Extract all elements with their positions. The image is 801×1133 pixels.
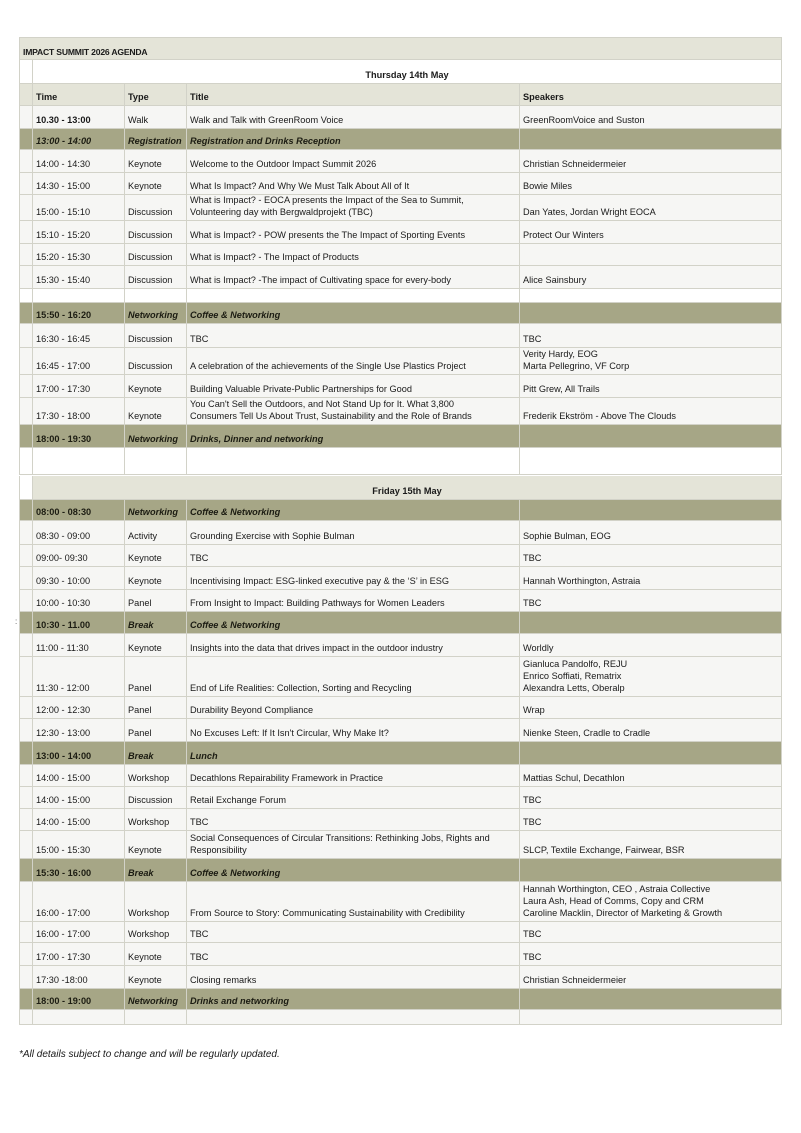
session-time: 15:20 - 15:30 [32, 244, 124, 265]
row-gutter [19, 303, 32, 323]
session-title [186, 289, 519, 302]
day-heading: Thursday 14th May [32, 60, 782, 83]
footnote: *All details subject to change and will be regularly updated. [19, 1049, 280, 1060]
spacer-row [19, 448, 782, 475]
session-speakers: TBC [519, 922, 782, 942]
session-time: 15:00 - 15:30 [32, 831, 124, 858]
session-row [19, 244, 782, 266]
session-title: Insights into the data that drives impact in the outdoor industry [186, 634, 519, 656]
break-row [19, 129, 782, 150]
session-speakers: GreenRoomVoice and Suston [519, 106, 782, 128]
session-speakers: Hannah Worthington, Astraia [519, 567, 782, 589]
session-title: Registration and Drinks Reception [186, 129, 519, 149]
day-heading-row [19, 476, 782, 500]
row-gutter [19, 476, 32, 499]
row-gutter [19, 590, 32, 611]
session-row [19, 590, 782, 612]
session-speakers: TBC [519, 324, 782, 347]
session-speakers: Worldly [519, 634, 782, 656]
session-type: Panel [124, 719, 186, 741]
session-title: Lunch [186, 742, 519, 764]
session-type: Workshop [124, 922, 186, 942]
session-row [19, 765, 782, 787]
session-type: Networking [124, 500, 186, 520]
row-gutter [19, 859, 32, 881]
session-type: Networking [124, 425, 186, 447]
break-row [19, 612, 782, 634]
row-gutter [19, 84, 32, 105]
session-time: 10:00 - 10:30 [32, 590, 124, 611]
empty-cell [124, 448, 186, 474]
session-speakers: Bowie Miles [519, 173, 782, 194]
session-time: 09:00- 09:30 [32, 545, 124, 566]
session-speakers [519, 859, 782, 881]
session-row [19, 831, 782, 859]
session-speakers [519, 500, 782, 520]
column-header-speakers: Speakers [519, 84, 782, 105]
row-gutter [19, 173, 32, 194]
session-row [19, 150, 782, 173]
session-title: TBC [186, 545, 519, 566]
session-time: 12:30 - 13:00 [32, 719, 124, 741]
session-speakers: TBC [519, 943, 782, 965]
row-gutter [19, 348, 32, 374]
session-title: Coffee & Networking [186, 500, 519, 520]
row-gutter [19, 521, 32, 544]
session-speakers: Nienke Steen, Cradle to Cradle [519, 719, 782, 741]
session-row [19, 289, 782, 303]
session-time: 14:00 - 15:00 [32, 787, 124, 808]
session-title: From Source to Story: Communicating Sustainability with Credibility [186, 882, 519, 921]
row-gutter [19, 266, 32, 288]
empty-cell [186, 448, 519, 474]
session-row [19, 221, 782, 244]
session-title: TBC [186, 943, 519, 965]
session-speakers [519, 244, 782, 265]
session-type: Discussion [124, 324, 186, 347]
session-title: Walk and Talk with GreenRoom Voice [186, 106, 519, 128]
session-speakers [519, 742, 782, 764]
session-speakers: Gianluca Pandolfo, REJU Enrico Soffiati, Rematrix Alexandra Letts, Oberalp [519, 657, 782, 696]
row-gutter [19, 289, 32, 302]
session-speakers [519, 289, 782, 302]
session-title: What is Impact? - POW presents the The Impact of Sporting Events [186, 221, 519, 243]
row-gutter [19, 787, 32, 808]
session-time: 15:30 - 15:40 [32, 266, 124, 288]
session-speakers: Sophie Bulman, EOG [519, 521, 782, 544]
session-type: Keynote [124, 831, 186, 858]
row-gutter [19, 719, 32, 741]
session-speakers: Dan Yates, Jordan Wright EOCA [519, 195, 782, 220]
session-title: TBC [186, 324, 519, 347]
session-row [19, 787, 782, 809]
session-title: Drinks and networking [186, 989, 519, 1009]
empty-cell [124, 1010, 186, 1024]
session-row [19, 943, 782, 966]
session-row [19, 697, 782, 719]
session-time: 08:30 - 09:00 [32, 521, 124, 544]
session-speakers: Frederik Ekström - Above The Clouds [519, 398, 782, 424]
row-gutter [19, 922, 32, 942]
session-type: Keynote [124, 567, 186, 589]
column-header-time: Time [32, 84, 124, 105]
session-time: 16:00 - 17:00 [32, 922, 124, 942]
session-time: 14:00 - 15:00 [32, 765, 124, 786]
empty-cell [186, 1010, 519, 1024]
session-row [19, 567, 782, 590]
session-type: Keynote [124, 398, 186, 424]
session-time: 14:00 - 14:30 [32, 150, 124, 172]
empty-row [19, 1010, 782, 1025]
session-time: 14:00 - 15:00 [32, 809, 124, 830]
session-time: 18:00 - 19:30 [32, 425, 124, 447]
row-gutter [19, 398, 32, 424]
row-gutter [19, 943, 32, 965]
column-header-type: Type [124, 84, 186, 105]
session-type: Walk [124, 106, 186, 128]
session-time: 11:30 - 12:00 [32, 657, 124, 696]
row-gutter [19, 195, 32, 220]
day-heading-row [19, 60, 782, 84]
session-speakers: TBC [519, 590, 782, 611]
session-title: What is Impact? -The impact of Cultivating space for every-body [186, 266, 519, 288]
session-type: Workshop [124, 882, 186, 921]
session-title: From Insight to Impact: Building Pathways for Women Leaders [186, 590, 519, 611]
row-gutter [19, 500, 32, 520]
session-type: Break [124, 612, 186, 633]
session-type: Registration [124, 129, 186, 149]
session-type: Panel [124, 657, 186, 696]
empty-cell [519, 448, 782, 474]
session-speakers: Pitt Grew, All Trails [519, 375, 782, 397]
session-speakers: Verity Hardy, EOG Marta Pellegrino, VF Corp [519, 348, 782, 374]
break-row [19, 303, 782, 324]
row-gutter [19, 425, 32, 447]
row-gutter [19, 244, 32, 265]
session-speakers: Protect Our Winters [519, 221, 782, 243]
row-gutter [19, 612, 32, 633]
session-time: 17:00 - 17:30 [32, 375, 124, 397]
session-title: A celebration of the achievements of the Single Use Plastics Project [186, 348, 519, 374]
session-speakers [519, 989, 782, 1009]
row-gutter [19, 882, 32, 921]
session-type: Keynote [124, 634, 186, 656]
agenda-title: IMPACT SUMMIT 2026 AGENDA [19, 37, 782, 60]
agenda-table [19, 37, 782, 1025]
session-type: Activity [124, 521, 186, 544]
session-time: 15:00 - 15:10 [32, 195, 124, 220]
session-type: Keynote [124, 545, 186, 566]
session-time: 18:00 - 19:00 [32, 989, 124, 1009]
session-time: 10:30 - 11.00 [32, 612, 124, 633]
session-time: 10.30 - 13:00 [32, 106, 124, 128]
session-title: No Excuses Left: If It Isn't Circular, Why Make It? [186, 719, 519, 741]
session-speakers [519, 303, 782, 323]
break-row [19, 859, 782, 882]
session-title: What Is Impact? And Why We Must Talk About All of It [186, 173, 519, 194]
session-speakers: Alice Sainsbury [519, 266, 782, 288]
row-gutter [19, 129, 32, 149]
session-time: 08:00 - 08:30 [32, 500, 124, 520]
session-speakers: Mattias Schul, Decathlon [519, 765, 782, 786]
session-type: Panel [124, 590, 186, 611]
session-row [19, 521, 782, 545]
session-title: Closing remarks [186, 966, 519, 988]
row-gutter [19, 545, 32, 566]
session-row [19, 545, 782, 567]
row-gutter [19, 567, 32, 589]
empty-cell [19, 1010, 32, 1024]
session-title: Durability Beyond Compliance [186, 697, 519, 718]
row-gutter [19, 831, 32, 858]
session-type: Discussion [124, 244, 186, 265]
session-type [124, 289, 186, 302]
session-type: Discussion [124, 221, 186, 243]
column-header-title: Title [186, 84, 519, 105]
row-gutter [19, 657, 32, 696]
empty-cell [19, 448, 32, 474]
session-row [19, 106, 782, 129]
session-time: 14:30 - 15:00 [32, 173, 124, 194]
session-title: What is Impact? - EOCA presents the Impact of the Sea to Summit, Volunteering day with Bergwaldprojekt (TBC) [186, 195, 519, 220]
session-time: 15:50 - 16:20 [32, 303, 124, 323]
session-row [19, 348, 782, 375]
session-row [19, 657, 782, 697]
session-speakers: SLCP, Textile Exchange, Fairwear, BSR [519, 831, 782, 858]
session-title: Decathlons Repairability Framework in Practice [186, 765, 519, 786]
row-gutter [19, 375, 32, 397]
session-type: Networking [124, 303, 186, 323]
break-row [19, 500, 782, 521]
row-gutter [19, 324, 32, 347]
session-type: Keynote [124, 173, 186, 194]
session-time: 16:30 - 16:45 [32, 324, 124, 347]
session-speakers: TBC [519, 545, 782, 566]
session-speakers [519, 129, 782, 149]
session-title: Retail Exchange Forum [186, 787, 519, 808]
session-title: You Can't Sell the Outdoors, and Not Stand Up for It. What 3,800 Consumers Tell Us About Trust, Sustainability and the Role of Brands [186, 398, 519, 424]
break-row [19, 742, 782, 765]
session-type: Keynote [124, 943, 186, 965]
session-type: Keynote [124, 375, 186, 397]
session-time: 09:30 - 10:00 [32, 567, 124, 589]
session-row [19, 966, 782, 989]
session-type: Discussion [124, 348, 186, 374]
row-gutter [19, 989, 32, 1009]
day-heading: Friday 15th May [32, 476, 782, 499]
session-time: 17:30 -18:00 [32, 966, 124, 988]
session-speakers: Hannah Worthington, CEO , Astraia Collective Laura Ash, Head of Comms, Copy and CRM Caroline Macklin, Director of Marketing & Growth [519, 882, 782, 921]
row-gutter [19, 742, 32, 764]
session-title: Social Consequences of Circular Transitions: Rethinking Jobs, Rights and Responsibility [186, 831, 519, 858]
session-type: Break [124, 859, 186, 881]
session-row [19, 195, 782, 221]
session-title: Coffee & Networking [186, 612, 519, 633]
session-row [19, 375, 782, 398]
row-gutter [19, 106, 32, 128]
session-speakers: TBC [519, 809, 782, 830]
session-row [19, 324, 782, 348]
session-speakers: Christian Schneidermeier [519, 150, 782, 172]
session-time: 17:30 - 18:00 [32, 398, 124, 424]
session-type: Break [124, 742, 186, 764]
session-title: Coffee & Networking [186, 303, 519, 323]
session-time: 11:00 - 11:30 [32, 634, 124, 656]
session-time: 15:30 - 16:00 [32, 859, 124, 881]
break-row [19, 425, 782, 448]
session-row [19, 922, 782, 943]
session-row [19, 173, 782, 195]
row-gutter [19, 966, 32, 988]
session-title: Incentivising Impact: ESG-linked executive pay & the ‘S’ in ESG [186, 567, 519, 589]
empty-cell [32, 448, 124, 474]
session-title: Grounding Exercise with Sophie Bulman [186, 521, 519, 544]
session-speakers: Wrap [519, 697, 782, 718]
session-title: Coffee & Networking [186, 859, 519, 881]
session-time: 16:00 - 17:00 [32, 882, 124, 921]
row-gutter [19, 634, 32, 656]
empty-cell [519, 1010, 782, 1024]
session-speakers: TBC [519, 787, 782, 808]
session-row [19, 719, 782, 742]
session-title: End of Life Realities: Collection, Sorting and Recycling [186, 657, 519, 696]
session-row [19, 809, 782, 831]
row-gutter [19, 221, 32, 243]
session-title: Drinks, Dinner and networking [186, 425, 519, 447]
session-title: Building Valuable Private-Public Partnerships for Good [186, 375, 519, 397]
session-time [32, 289, 124, 302]
session-row [19, 266, 782, 289]
session-title: What is Impact? - The Impact of Products [186, 244, 519, 265]
margin-mark: : [15, 617, 18, 626]
session-time: 13:00 - 14:00 [32, 742, 124, 764]
session-speakers [519, 425, 782, 447]
column-header-row [19, 84, 782, 106]
session-time: 13:00 - 14:00 [32, 129, 124, 149]
break-row [19, 989, 782, 1010]
session-speakers [519, 612, 782, 633]
session-type: Discussion [124, 266, 186, 288]
session-type: Discussion [124, 787, 186, 808]
session-row [19, 398, 782, 425]
session-type: Keynote [124, 150, 186, 172]
row-gutter [19, 697, 32, 718]
session-type: Workshop [124, 765, 186, 786]
session-time: 16:45 - 17:00 [32, 348, 124, 374]
empty-cell [32, 1010, 124, 1024]
session-time: 15:10 - 15:20 [32, 221, 124, 243]
session-type: Keynote [124, 966, 186, 988]
session-type: Workshop [124, 809, 186, 830]
row-gutter [19, 60, 32, 83]
session-type: Networking [124, 989, 186, 1009]
row-gutter [19, 809, 32, 830]
session-type: Discussion [124, 195, 186, 220]
row-gutter [19, 150, 32, 172]
session-time: 12:00 - 12:30 [32, 697, 124, 718]
session-row [19, 882, 782, 922]
session-speakers: Christian Schneidermeier [519, 966, 782, 988]
session-title: Welcome to the Outdoor Impact Summit 2026 [186, 150, 519, 172]
session-title: TBC [186, 922, 519, 942]
session-type: Panel [124, 697, 186, 718]
session-row [19, 634, 782, 657]
session-time: 17:00 - 17:30 [32, 943, 124, 965]
session-title: TBC [186, 809, 519, 830]
row-gutter [19, 765, 32, 786]
